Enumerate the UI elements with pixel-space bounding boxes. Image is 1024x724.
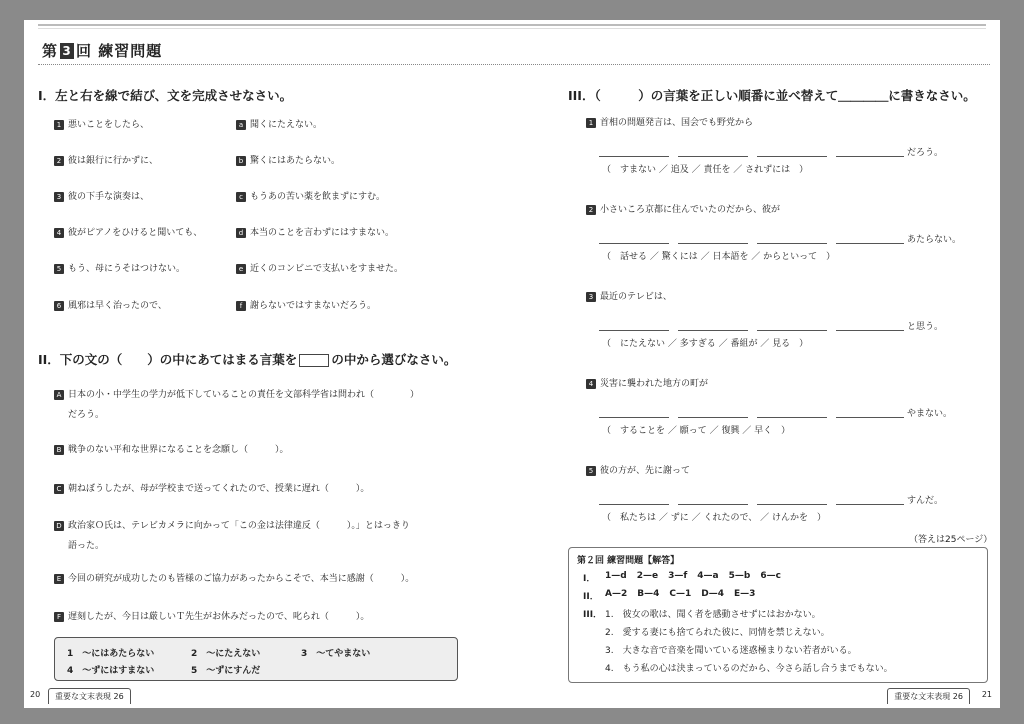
answer-blank <box>678 504 748 505</box>
answer-sentence: 3. 大きな音で音楽を聞いている迷惑極まりない若者がいる。 <box>605 646 857 656</box>
right-item-text: 謝らないではすまないだろう。 <box>250 301 377 311</box>
answer-blank <box>678 330 748 331</box>
item-badge: 3 <box>54 192 64 202</box>
item-badge: 5 <box>54 264 64 274</box>
answer-blank <box>757 330 827 331</box>
answer-blank <box>757 417 827 418</box>
item-badge: 1 <box>586 118 596 128</box>
right-item <box>236 189 385 202</box>
reorder-prompt-text: 最近のテレビは、 <box>600 292 672 302</box>
item-badge: 4 <box>586 379 596 389</box>
answer-pair: 6—c <box>760 571 781 581</box>
right-item <box>236 225 394 238</box>
choice: 4 〜ずにはすまない <box>67 666 155 676</box>
left-item-text: もう、母にうそはつけない。 <box>68 264 186 274</box>
item-badge: 1 <box>54 120 64 130</box>
left-page-number: 20 <box>30 690 41 699</box>
left-item-text: 風邪は早く治ったので、 <box>68 301 167 311</box>
left-item-text: 彼がピアノをひけると聞いても、 <box>68 228 203 238</box>
right-item <box>236 298 376 311</box>
right-item-text: もうあの苦い薬を飲まずにすむ。 <box>250 192 386 202</box>
sentence-ending: と思う。 <box>907 322 944 332</box>
item-badge: B <box>54 445 64 455</box>
answer-blank <box>836 156 904 157</box>
item-line1: 今回の研究が成功したのも皆様のご協力があったからこそで、本当に感謝（ ）。 <box>68 574 415 584</box>
item-badge: 6 <box>54 301 64 311</box>
item-badge: b <box>236 156 246 166</box>
item-badge: 5 <box>586 466 596 476</box>
right-item <box>236 153 340 166</box>
answer-pair: A—2 <box>605 589 628 599</box>
title-suffix: 回 練習問題 <box>76 42 163 60</box>
item-badge: f <box>236 301 246 311</box>
right-running-title: 重要な文末表現 26 <box>887 688 970 704</box>
section2-title <box>38 350 456 368</box>
left-item-text: 悪いことをしたら、 <box>68 120 150 130</box>
answer-sentence: 1. 彼女の歌は、聞く者を感動させずにはおかない。 <box>605 610 821 620</box>
answer-blank <box>757 156 827 157</box>
answer-blank <box>678 417 748 418</box>
word-options: （ すまない ／ 追及 ／ 責任を ／ されずには ） <box>602 165 809 175</box>
answer-blank <box>599 156 669 157</box>
sentence-ending: すんだ。 <box>907 496 944 506</box>
item-line1: 日本の小・中学生の学力が低下していることの責任を文部科学省は問われ（ ） <box>68 390 420 400</box>
answers-title: 第２回 練習問題【解答】 <box>577 556 680 566</box>
reorder-prompt <box>586 115 753 128</box>
book-spread <box>24 20 1000 708</box>
word-options: （ にたえない ／ 多すぎる ／ 番組が ／ 見る ） <box>602 339 809 349</box>
item-badge: 3 <box>586 292 596 302</box>
answers-row1 <box>605 571 791 581</box>
top-rule <box>38 24 986 26</box>
left-item <box>54 298 167 311</box>
answer-note: （答えは25ページ） <box>909 535 993 545</box>
right-item <box>236 117 322 130</box>
top-rule-thin <box>38 28 986 29</box>
item-badge: D <box>54 521 64 531</box>
answer-blank <box>599 243 669 244</box>
fill-blank-item <box>54 385 464 425</box>
reorder-prompt <box>586 202 780 215</box>
fill-blank-item <box>54 479 464 499</box>
answers-row1-label: I． <box>583 574 596 584</box>
title-number: 3 <box>60 43 74 59</box>
answer-blank <box>757 504 827 505</box>
fill-blank-item <box>54 569 464 589</box>
sentence-ending: あたらない。 <box>907 235 962 245</box>
item-badge: 4 <box>54 228 64 238</box>
left-item <box>54 189 149 202</box>
answer-pair: 1—d <box>605 571 627 581</box>
item-line1: 政治家Ｏ氏は、テレビカメラに向かって「この金は法律違反（ ）。」とはっきり <box>68 521 410 531</box>
right-item <box>236 261 403 274</box>
item-badge: 2 <box>54 156 64 166</box>
right-page-number: 21 <box>981 690 992 699</box>
fill-blank-item <box>54 440 464 460</box>
answer-pair: D—4 <box>701 589 724 599</box>
left-item <box>54 117 149 130</box>
item-line2: 語った。 <box>68 541 105 551</box>
answer-blank <box>836 504 904 505</box>
answer-blank <box>678 156 748 157</box>
title-prefix: 第 <box>42 42 59 60</box>
fill-blank-item <box>54 516 464 556</box>
answer-sentence: 4. もう私の心は決まっているのだから、今さら話し合うまでもない。 <box>605 664 893 674</box>
choice: 2 〜にたえない <box>191 649 261 659</box>
answer-pair: 3—f <box>668 571 688 581</box>
left-item <box>54 225 202 238</box>
item-badge: a <box>236 120 246 130</box>
item-badge: d <box>236 228 246 238</box>
answer-blank <box>599 417 669 418</box>
answer-pair: B—4 <box>637 589 660 599</box>
choice: 5 〜ずにすんだ <box>191 666 261 676</box>
sentence-ending: やまない。 <box>907 409 953 419</box>
left-item-text: 彼は銀行に行かずに、 <box>68 156 159 166</box>
right-item-text: 聞くにたえない。 <box>250 120 323 130</box>
answer-blank <box>599 504 669 505</box>
word-options: （ することを ／ 願って ／ 復興 ／ 早く ） <box>602 426 791 436</box>
reorder-prompt-text: 災害に襲われた地方の町が <box>600 379 709 389</box>
item-badge: c <box>236 192 246 202</box>
item-badge: C <box>54 484 64 494</box>
answers-row3-label: III． <box>583 610 603 620</box>
reorder-prompt <box>586 289 672 302</box>
answer-blank <box>599 330 669 331</box>
answer-pair: 2—e <box>636 571 659 581</box>
answer-pair: E—3 <box>733 589 756 599</box>
left-item <box>54 153 158 166</box>
left-item <box>54 261 185 274</box>
answer-blank <box>757 243 827 244</box>
fill-blank-item <box>54 607 464 627</box>
item-badge: F <box>54 612 64 622</box>
reorder-prompt-text: 首相の問題発言は、国会でも野党から <box>600 118 754 128</box>
reorder-prompt-text: 小さいころ京都に住んでいたのだから、彼が <box>600 205 781 215</box>
answer-blank <box>836 417 904 418</box>
answers-row2 <box>605 589 765 599</box>
left-item-text: 彼の下手な演奏は、 <box>68 192 150 202</box>
choice: 1 〜にはあたらない <box>67 649 155 659</box>
answer-sentence: 2. 愛する妻にも捨てられた彼に、同情を禁じえない。 <box>605 628 830 638</box>
word-options: （ 私たちは ／ ずに ／ くれたので、 ／ けんかを ） <box>602 513 826 523</box>
section2-title-a: II．下の文の（ ）の中にあてはまる言葉を <box>38 352 298 367</box>
item-line1: 遅刻したが、今日は厳しいＴ先生がお休みだったので、叱られ（ ）。 <box>68 612 370 622</box>
answer-pair: 4—a <box>697 571 719 581</box>
word-options: （ 話せる ／ 驚くには ／ 日本語を ／ からといって ） <box>602 252 836 262</box>
answer-box <box>568 547 988 683</box>
answer-pair: C—1 <box>669 589 692 599</box>
reorder-prompt <box>586 376 708 389</box>
answer-blank <box>678 243 748 244</box>
section3-title: III．（ ）の言葉を正しい順番に並べ替えて＿＿＿＿に書きなさい。 <box>568 88 976 103</box>
choice: 3 〜てやまない <box>301 649 371 659</box>
answer-pair: 5—b <box>728 571 751 581</box>
page-title <box>42 40 162 61</box>
reorder-prompt <box>586 463 690 476</box>
item-badge: e <box>236 264 246 274</box>
right-item-text: 驚くにはあたらない。 <box>250 156 341 166</box>
item-badge: A <box>54 390 64 400</box>
title-bar <box>38 38 990 65</box>
item-badge: 2 <box>586 205 596 215</box>
right-item-text: 近くのコンビニで支払いをすませた。 <box>250 264 404 274</box>
answer-box-icon <box>299 354 329 367</box>
left-running-title: 重要な文末表現 26 <box>48 688 131 704</box>
item-line1: 戦争のない平和な世界になることを念願し（ ）。 <box>68 445 289 455</box>
item-badge: E <box>54 574 64 584</box>
reorder-prompt-text: 彼の方が、先に謝って <box>600 466 691 476</box>
answer-blank <box>836 330 904 331</box>
sentence-ending: だろう。 <box>907 148 944 158</box>
item-line2: だろう。 <box>68 410 105 420</box>
item-line1: 朝ねぼうしたが、母が学校まで送ってくれたので、授業に遅れ（ ）。 <box>68 484 370 494</box>
answers-row2-label: II． <box>583 592 599 602</box>
answer-blank <box>836 243 904 244</box>
section1-title: I．左と右を線で結び、文を完成させなさい。 <box>38 88 293 103</box>
right-item-text: 本当のことを言わずにはすまない。 <box>250 228 395 238</box>
section2-title-b: の中から選びなさい。 <box>331 352 457 367</box>
choices-box <box>54 637 458 681</box>
